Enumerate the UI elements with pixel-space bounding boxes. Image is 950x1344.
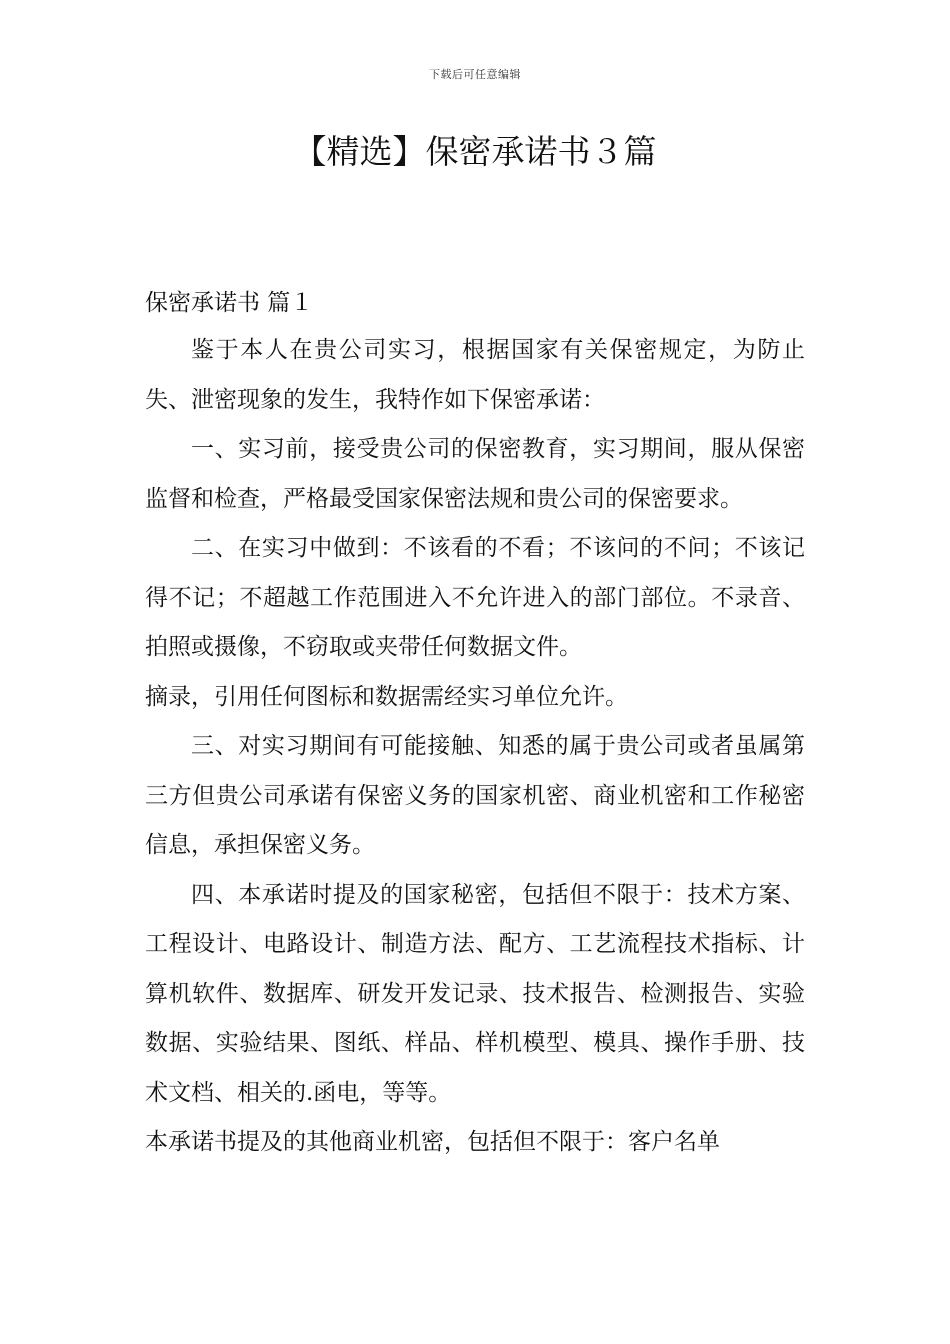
paragraph-preamble: 鉴于本人在贵公司实习，根据国家有关保密规定，为防止失、泄密现象的发生，我特作如下保密承诺： bbox=[145, 337, 805, 413]
paragraph-clause-1: 一、实习前，接受贵公司的保密教育，实习期间，服从保密监督和检查，严格最受国家保密法规和贵公司的保密要求。 bbox=[145, 436, 805, 512]
document-body bbox=[145, 326, 805, 1168]
document-title: 【精选】保密承诺书３篇 bbox=[293, 132, 657, 171]
paragraph-clause-4-continued: 本承诺书提及的其他商业机密，包括但不限于：客户名单 bbox=[145, 1129, 720, 1155]
header-note: 下载后可任意编辑 bbox=[429, 68, 521, 81]
paragraph-clause-4: 四、本承诺时提及的国家秘密，包括但不限于：技术方案、工程设计、电路设计、制造方法、配方、工艺流程技术指标、计算机软件、数据库、研发开发记录、技术报告、检测报告、实验数据、实验结果、图纸、样品、样机模型、模具、操作手册、技术文档、相关的.函电，等等。 bbox=[145, 881, 805, 1106]
paragraph-clause-2-continued: 摘录，引用任何图标和数据需经实习单位允许。 bbox=[145, 683, 628, 710]
paragraph-clause-2: 二、在实习中做到：不该看的不看；不该问的不问；不该记得不记；不超越工作范围进入不允许进入的部门部位。不录音、拍照或摄像，不窃取或夹带任何数据文件。 bbox=[145, 535, 805, 660]
section-heading: 保密承诺书 篇１ bbox=[145, 290, 314, 316]
paragraph-clause-3: 三、对实习期间有可能接触、知悉的属于贵公司或者虽属第三方但贵公司承诺有保密义务的国家机密、商业机密和工作秘密信息，承担保密义务。 bbox=[145, 733, 805, 858]
